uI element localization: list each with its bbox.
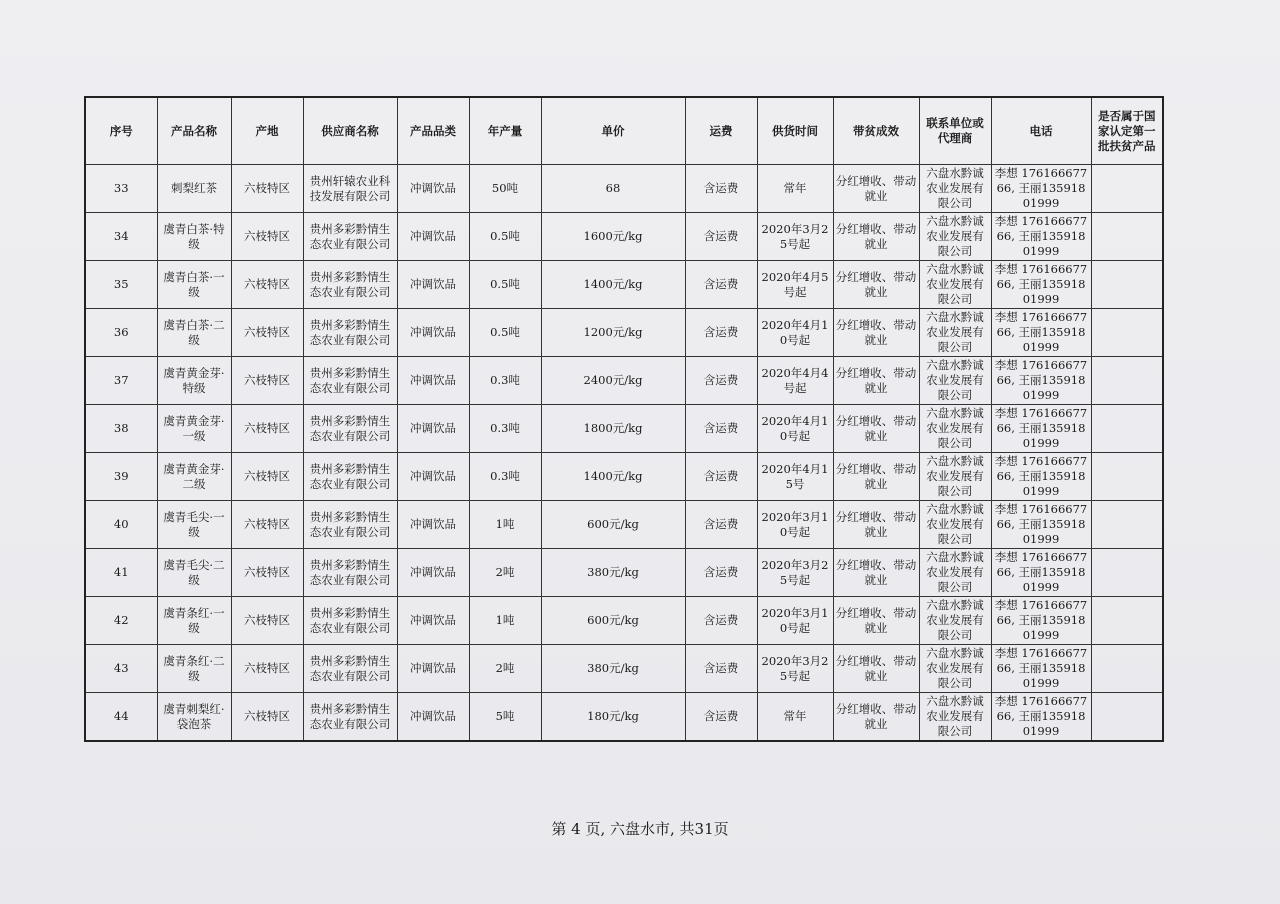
table-cell: 六枝特区 <box>231 165 303 213</box>
table-cell: 六枝特区 <box>231 549 303 597</box>
table-cell: 冲调饮品 <box>397 501 469 549</box>
table-cell: 李想 17616667766, 王丽13591801999 <box>991 165 1091 213</box>
table-cell: 2020年4月5号起 <box>757 261 833 309</box>
table-cell: 分红增收、带动就业 <box>833 213 919 261</box>
table-cell: 36 <box>85 309 157 357</box>
header-cell: 电话 <box>991 97 1091 165</box>
header-row <box>85 97 1163 165</box>
header-cell: 供货时间 <box>757 97 833 165</box>
table-cell: 六枝特区 <box>231 309 303 357</box>
table-cell: 0.5吨 <box>469 261 541 309</box>
table-cell: 2020年3月25号起 <box>757 645 833 693</box>
table-cell <box>1091 405 1163 453</box>
table-cell: 虞青黄金芽·特级 <box>157 357 231 405</box>
table-cell: 1400元/kg <box>541 453 685 501</box>
table-row <box>85 165 1163 213</box>
table-cell: 1400元/kg <box>541 261 685 309</box>
table-cell: 贵州多彩黔情生态农业有限公司 <box>303 213 397 261</box>
table-cell: 33 <box>85 165 157 213</box>
table-cell: 六盘水黔诚农业发展有限公司 <box>919 597 991 645</box>
table-cell: 六盘水黔诚农业发展有限公司 <box>919 357 991 405</box>
table-cell: 含运费 <box>685 501 757 549</box>
table-cell: 0.3吨 <box>469 453 541 501</box>
table-cell: 含运费 <box>685 597 757 645</box>
table-cell: 六枝特区 <box>231 213 303 261</box>
table-cell: 冲调饮品 <box>397 645 469 693</box>
table-cell: 六盘水黔诚农业发展有限公司 <box>919 453 991 501</box>
table-cell: 虞青白茶·特级 <box>157 213 231 261</box>
table-cell: 冲调饮品 <box>397 309 469 357</box>
table-row <box>85 693 1163 742</box>
header-cell: 联系单位或代理商 <box>919 97 991 165</box>
table-cell: 六盘水黔诚农业发展有限公司 <box>919 693 991 742</box>
table-cell: 冲调饮品 <box>397 213 469 261</box>
table-cell <box>1091 261 1163 309</box>
table-cell: 2吨 <box>469 645 541 693</box>
table-cell: 六枝特区 <box>231 597 303 645</box>
table-cell: 李想 17616667766, 王丽13591801999 <box>991 645 1091 693</box>
table-cell: 贵州多彩黔情生态农业有限公司 <box>303 357 397 405</box>
table-cell: 0.3吨 <box>469 357 541 405</box>
table-cell: 1吨 <box>469 501 541 549</box>
header-cell: 是否属于国家认定第一批扶贫产品 <box>1091 97 1163 165</box>
table-cell: 虞青黄金芽·一级 <box>157 405 231 453</box>
table-cell: 分红增收、带动就业 <box>833 645 919 693</box>
table-cell: 六盘水黔诚农业发展有限公司 <box>919 165 991 213</box>
table-cell <box>1091 213 1163 261</box>
table-row <box>85 405 1163 453</box>
table-cell: 1600元/kg <box>541 213 685 261</box>
table-row <box>85 645 1163 693</box>
table-row <box>85 453 1163 501</box>
table-cell: 冲调饮品 <box>397 165 469 213</box>
table-row <box>85 501 1163 549</box>
page-footer: 第 4 页, 六盘水市, 共31页 <box>551 820 729 838</box>
table-cell: 含运费 <box>685 693 757 742</box>
table-cell: 贵州多彩黔情生态农业有限公司 <box>303 405 397 453</box>
table-row <box>85 549 1163 597</box>
table-cell: 分红增收、带动就业 <box>833 501 919 549</box>
table-cell: 贵州多彩黔情生态农业有限公司 <box>303 645 397 693</box>
table-cell: 0.5吨 <box>469 213 541 261</box>
table-cell: 冲调饮品 <box>397 405 469 453</box>
table-row <box>85 261 1163 309</box>
header-cell: 产地 <box>231 97 303 165</box>
table-cell: 2020年4月10号起 <box>757 309 833 357</box>
table-cell: 虞青刺梨红·袋泡茶 <box>157 693 231 742</box>
table-cell <box>1091 645 1163 693</box>
table-cell: 40 <box>85 501 157 549</box>
table-cell: 含运费 <box>685 405 757 453</box>
table-cell: 六盘水黔诚农业发展有限公司 <box>919 261 991 309</box>
table-cell: 1800元/kg <box>541 405 685 453</box>
table-cell: 42 <box>85 597 157 645</box>
table-cell: 六枝特区 <box>231 645 303 693</box>
table-cell: 李想 17616667766, 王丽13591801999 <box>991 357 1091 405</box>
table-cell: 六枝特区 <box>231 693 303 742</box>
table-cell: 2吨 <box>469 549 541 597</box>
table-cell: 六枝特区 <box>231 453 303 501</box>
table-cell: 虞青黄金芽·二级 <box>157 453 231 501</box>
table-cell: 含运费 <box>685 165 757 213</box>
table-cell: 贵州多彩黔情生态农业有限公司 <box>303 453 397 501</box>
table-row <box>85 213 1163 261</box>
table-cell: 六盘水黔诚农业发展有限公司 <box>919 645 991 693</box>
table-cell: 50吨 <box>469 165 541 213</box>
table-cell <box>1091 693 1163 742</box>
table-cell: 44 <box>85 693 157 742</box>
table-cell: 2020年3月10号起 <box>757 501 833 549</box>
table-cell: 68 <box>541 165 685 213</box>
table-cell: 李想 17616667766, 王丽13591801999 <box>991 501 1091 549</box>
table-cell: 43 <box>85 645 157 693</box>
table-body <box>85 165 1163 742</box>
table-cell: 六枝特区 <box>231 405 303 453</box>
header-cell: 年产量 <box>469 97 541 165</box>
table-cell: 41 <box>85 549 157 597</box>
table-cell: 0.3吨 <box>469 405 541 453</box>
table-cell: 分红增收、带动就业 <box>833 453 919 501</box>
table-cell: 39 <box>85 453 157 501</box>
table-cell: 六盘水黔诚农业发展有限公司 <box>919 309 991 357</box>
table-cell: 六盘水黔诚农业发展有限公司 <box>919 549 991 597</box>
product-table <box>84 96 1164 742</box>
table-cell: 李想 17616667766, 王丽13591801999 <box>991 405 1091 453</box>
table-cell: 常年 <box>757 165 833 213</box>
table-cell: 1吨 <box>469 597 541 645</box>
table-cell: 虞青白茶·二级 <box>157 309 231 357</box>
table-cell: 35 <box>85 261 157 309</box>
table-cell: 李想 17616667766, 王丽13591801999 <box>991 213 1091 261</box>
table-cell: 冲调饮品 <box>397 693 469 742</box>
table-cell: 六枝特区 <box>231 357 303 405</box>
table-cell: 37 <box>85 357 157 405</box>
table-cell <box>1091 501 1163 549</box>
table-cell: 含运费 <box>685 549 757 597</box>
table-cell: 六枝特区 <box>231 261 303 309</box>
table-cell: 虞青毛尖·二级 <box>157 549 231 597</box>
table-cell: 5吨 <box>469 693 541 742</box>
header-cell: 供应商名称 <box>303 97 397 165</box>
table-cell: 常年 <box>757 693 833 742</box>
table-cell: 34 <box>85 213 157 261</box>
table-cell <box>1091 357 1163 405</box>
header-cell: 带贫成效 <box>833 97 919 165</box>
table-cell: 含运费 <box>685 213 757 261</box>
table-cell: 含运费 <box>685 309 757 357</box>
table-cell: 含运费 <box>685 645 757 693</box>
table-cell: 李想 17616667766, 王丽13591801999 <box>991 453 1091 501</box>
table-cell: 虞青条红·二级 <box>157 645 231 693</box>
table-cell: 贵州多彩黔情生态农业有限公司 <box>303 597 397 645</box>
table-cell: 贵州多彩黔情生态农业有限公司 <box>303 693 397 742</box>
table-cell: 600元/kg <box>541 501 685 549</box>
table-cell: 分红增收、带动就业 <box>833 309 919 357</box>
header-cell: 单价 <box>541 97 685 165</box>
table-cell <box>1091 453 1163 501</box>
table-cell <box>1091 309 1163 357</box>
table-cell: 分红增收、带动就业 <box>833 357 919 405</box>
table-cell: 虞青毛尖·一级 <box>157 501 231 549</box>
table-cell: 贵州多彩黔情生态农业有限公司 <box>303 549 397 597</box>
table-cell: 冲调饮品 <box>397 453 469 501</box>
table-cell: 六盘水黔诚农业发展有限公司 <box>919 405 991 453</box>
table-cell: 2020年4月10号起 <box>757 405 833 453</box>
table-cell: 贵州多彩黔情生态农业有限公司 <box>303 501 397 549</box>
table-cell: 冲调饮品 <box>397 261 469 309</box>
table-cell: 2020年3月10号起 <box>757 597 833 645</box>
table-cell: 1200元/kg <box>541 309 685 357</box>
table-cell: 分红增收、带动就业 <box>833 549 919 597</box>
table-cell: 六盘水黔诚农业发展有限公司 <box>919 213 991 261</box>
table-cell: 2020年4月15号 <box>757 453 833 501</box>
table-cell: 38 <box>85 405 157 453</box>
table-cell: 0.5吨 <box>469 309 541 357</box>
header-cell: 产品品类 <box>397 97 469 165</box>
table-cell: 贵州轩辕农业科技发展有限公司 <box>303 165 397 213</box>
table-cell: 刺梨红茶 <box>157 165 231 213</box>
table-cell: 虞青白茶·一级 <box>157 261 231 309</box>
header-cell: 产品名称 <box>157 97 231 165</box>
table-cell: 虞青条红·一级 <box>157 597 231 645</box>
table-cell: 李想 17616667766, 王丽13591801999 <box>991 549 1091 597</box>
table-cell <box>1091 165 1163 213</box>
table-row <box>85 357 1163 405</box>
table-cell: 冲调饮品 <box>397 357 469 405</box>
table-cell: 含运费 <box>685 261 757 309</box>
table-cell: 分红增收、带动就业 <box>833 165 919 213</box>
table-cell: 600元/kg <box>541 597 685 645</box>
table-cell: 含运费 <box>685 453 757 501</box>
table-cell <box>1091 597 1163 645</box>
table-cell: 六盘水黔诚农业发展有限公司 <box>919 501 991 549</box>
table-cell: 贵州多彩黔情生态农业有限公司 <box>303 309 397 357</box>
table-cell: 分红增收、带动就业 <box>833 261 919 309</box>
table-cell: 2020年3月25号起 <box>757 549 833 597</box>
table-cell: 李想 17616667766, 王丽13591801999 <box>991 309 1091 357</box>
table-cell: 贵州多彩黔情生态农业有限公司 <box>303 261 397 309</box>
table-cell: 冲调饮品 <box>397 549 469 597</box>
table-cell: 2020年3月25号起 <box>757 213 833 261</box>
table-cell: 六枝特区 <box>231 501 303 549</box>
header-cell: 运费 <box>685 97 757 165</box>
table-cell: 冲调饮品 <box>397 597 469 645</box>
table-cell: 李想 17616667766, 王丽13591801999 <box>991 693 1091 742</box>
table-cell: 2400元/kg <box>541 357 685 405</box>
table-cell: 380元/kg <box>541 549 685 597</box>
table-cell: 180元/kg <box>541 693 685 742</box>
table-cell <box>1091 549 1163 597</box>
table-cell: 分红增收、带动就业 <box>833 597 919 645</box>
table-cell: 含运费 <box>685 357 757 405</box>
table-cell: 分红增收、带动就业 <box>833 405 919 453</box>
table-row <box>85 309 1163 357</box>
table-cell: 分红增收、带动就业 <box>833 693 919 742</box>
table-cell: 李想 17616667766, 王丽13591801999 <box>991 597 1091 645</box>
table-row <box>85 597 1163 645</box>
table-cell: 380元/kg <box>541 645 685 693</box>
header-cell: 序号 <box>85 97 157 165</box>
table-cell: 2020年4月4号起 <box>757 357 833 405</box>
table-cell: 李想 17616667766, 王丽13591801999 <box>991 261 1091 309</box>
